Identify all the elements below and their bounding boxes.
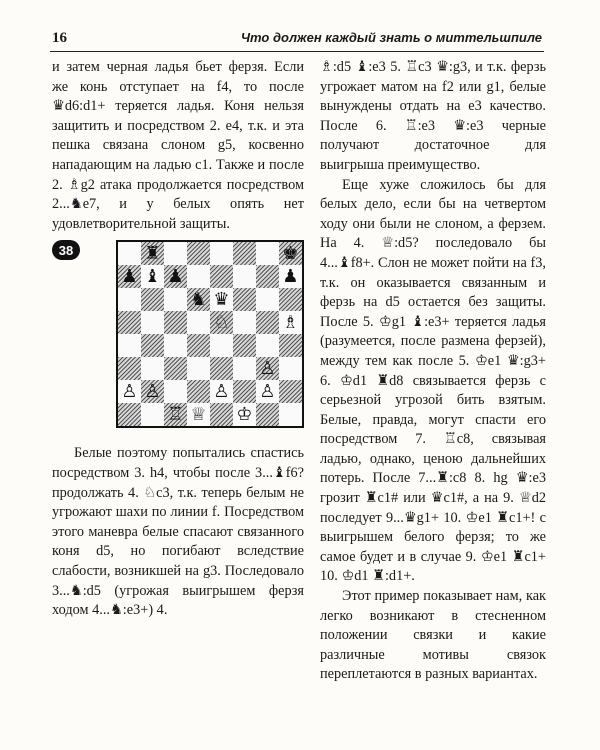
chess-piece: ♙ (144, 380, 161, 402)
board-square (233, 265, 256, 288)
board-square (233, 357, 256, 380)
diagram-number: 38 (52, 240, 80, 260)
header-rule (50, 51, 544, 52)
board-square (164, 357, 187, 380)
board-square (187, 380, 210, 403)
board-square (256, 403, 279, 426)
board-square (118, 403, 141, 426)
board-square (256, 311, 279, 334)
board-square (164, 380, 187, 403)
board-square (164, 242, 187, 265)
board-square (187, 357, 210, 380)
chess-piece: ♚ (282, 242, 299, 264)
board-square (233, 242, 256, 265)
board-square (118, 380, 141, 403)
board-square (141, 311, 164, 334)
board-square (210, 403, 233, 426)
board-square (256, 380, 279, 403)
board-square (187, 403, 210, 426)
chess-piece: ♝ (144, 265, 161, 287)
board-square (279, 380, 302, 403)
board-square (164, 334, 187, 357)
right-column (320, 58, 546, 685)
board-square (118, 334, 141, 357)
chess-piece: ♛ (213, 288, 230, 310)
board-square (118, 288, 141, 311)
board-square (256, 265, 279, 288)
chess-piece: ♟ (121, 265, 138, 287)
board-square (279, 357, 302, 380)
board-square (279, 288, 302, 311)
board-square (210, 242, 233, 265)
chess-board (116, 240, 304, 428)
left-column (52, 58, 304, 621)
board-square (118, 357, 141, 380)
board-square (279, 334, 302, 357)
right-paragraph-2: Еще хуже сложилось бы для белых дело, если бы на четвертом ходу они были не слоном, а ферзем. На 4. ♕:d5? последовало бы 4...♝f8+. Слон не может пойти на f3, т.к. он оказывается связанным и ферзь на d5 остается без защиты. После 5. ♔g1 ♝:e3+ теряется ладья (разумеется, после размена ферзей), между тем как после 5. ♔e1 ♛:g3+ 6. ♔d1 ♜d8 связывается ферзь с серьезной угрозой бить взятым. Белые, правда, могут спасти его посредством 7. ♖c8, связывая ладью, однако, ценою дальнейших потерь. После 7...♜:c8 8. hg ♛:e3 грозит ♜c1# или ♛c1#, а на 9. ♕d2 последует 9...♛g1+ 10. ♔e1 ♜c1+! с выигрышем белого ферзя; то же самое будет и в случае 9. ♔e1 ♜c1+ 10. ♔d1 ♜:d1+. (320, 176, 546, 585)
chess-piece: ♗ (282, 311, 299, 333)
board-square (187, 265, 210, 288)
board-square (164, 311, 187, 334)
chess-piece: ♟ (167, 265, 184, 287)
board-square (164, 403, 187, 426)
board-square (164, 265, 187, 288)
chess-piece: ♖ (167, 403, 184, 425)
page-number: 16 (52, 30, 67, 46)
board-square (164, 288, 187, 311)
board-square (141, 334, 164, 357)
chess-piece: ♙ (259, 357, 276, 379)
board-square (233, 311, 256, 334)
board-square (256, 334, 279, 357)
board-square (141, 288, 164, 311)
board-square (210, 334, 233, 357)
board-square (233, 288, 256, 311)
board-square (210, 288, 233, 311)
board-square (187, 311, 210, 334)
board-square (279, 311, 302, 334)
board-square (233, 334, 256, 357)
board-square (187, 288, 210, 311)
board-square (256, 242, 279, 265)
board-square (210, 265, 233, 288)
board-square (187, 242, 210, 265)
board-square (279, 403, 302, 426)
board-square (256, 357, 279, 380)
board-square (141, 380, 164, 403)
chess-piece: ♜ (144, 242, 161, 264)
board-square (118, 265, 141, 288)
board-square (118, 311, 141, 334)
board-square (210, 357, 233, 380)
board-square (210, 380, 233, 403)
board-square (210, 311, 233, 334)
chess-piece: ♞ (190, 288, 207, 310)
chess-piece: ♙ (121, 380, 138, 402)
board-square (141, 242, 164, 265)
board-square (187, 334, 210, 357)
board-square (233, 403, 256, 426)
board-square (118, 242, 141, 265)
running-title: Что должен каждый знать о миттельшпиле (240, 30, 542, 45)
chess-piece: ♙ (259, 380, 276, 402)
board-square (256, 288, 279, 311)
board-square (141, 265, 164, 288)
left-paragraph-1: и затем черная ладья бьет ферзя. Если же конь отступает на f4, то после ♛d6:d1+ теряется ладья. Коня нельзя защитить и посредством 2. e4, т.к. и эта пешка связана слоном g5, косвенно нападающим на ладью c1. Также и после 2. ♗g2 атака продолжается посредством 2...♞e7, и у белых опять нет удовлетворительной защиты. (52, 59, 304, 232)
chess-piece: ♟ (282, 265, 299, 287)
board-square (141, 403, 164, 426)
board-square (279, 242, 302, 265)
right-paragraph-3: Этот пример показывает нам, как легко возникают в стесненном положении связки и какие различные мотивы связок переплетаются в разных вариантах. (320, 588, 546, 683)
chess-diagram (52, 240, 304, 436)
board-square (233, 380, 256, 403)
left-paragraph-2: Белые поэтому попытались спастись посредством 3. h4, чтобы после 3...♝f6? продолжать 4. ♘c3, т.к. теперь белым не угрожают шахи по линии f. Посредством этого маневра белые спасают связанного коня d5, но погибают вследствие слабости, возникшей на g3. Последовало 3...♞:d5 (угрожая выигрышем ферзя ходом 4...♞:e3+) 4. (52, 445, 304, 619)
chess-piece: ♔ (236, 403, 253, 425)
board-square (141, 357, 164, 380)
chess-piece: ♕ (190, 403, 207, 425)
board-square (279, 265, 302, 288)
chess-piece: ♘ (213, 311, 230, 333)
right-paragraph-1: ♗:d5 ♝:e3 5. ♖c3 ♛:g3, и т.к. ферзь угрожает матом на f2 или g1, белые вынуждены отдать на e3 качество. После 6. ♖:e3 ♛:e3 черные получают достаточное для выигрыша преимущество. (320, 59, 546, 173)
chess-piece: ♙ (213, 380, 230, 402)
